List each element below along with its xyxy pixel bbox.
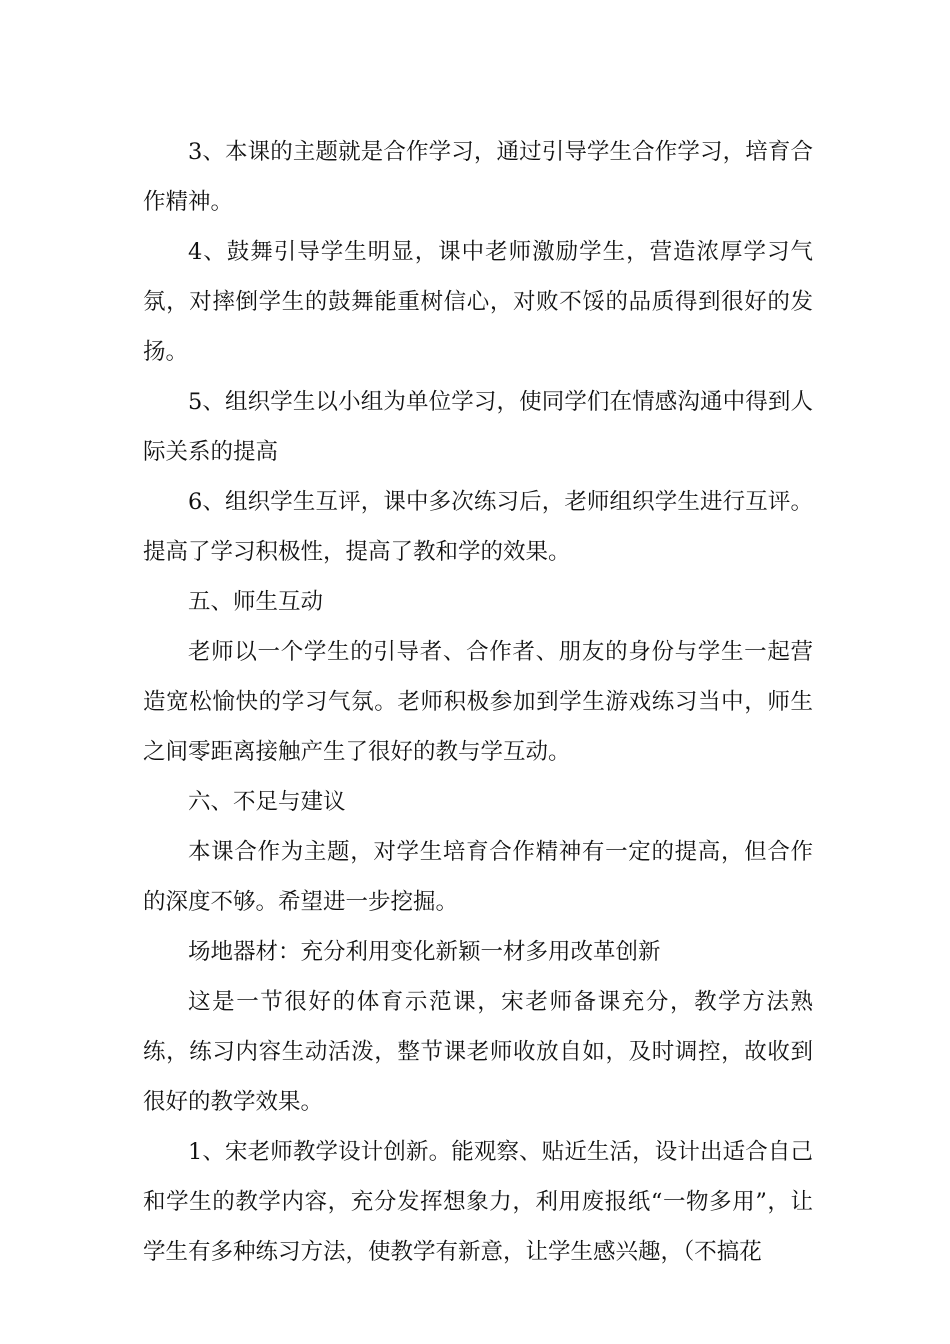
document-body	[143, 127, 813, 1277]
paragraph-summary: 这是一节很好的体育示范课，宋老师备课充分，教学方法熟练，练习内容生动活泼，整节课老师收放自如，及时调控，故收到很好的教学效果。	[143, 989, 813, 1115]
paragraph-interaction: 老师以一个学生的引导者、合作者、朋友的身份与学生一起营造宽松愉快的学习气氛。老师积极参加到学生游戏练习当中，师生之间零距离接触产生了很好的教与学互动。	[143, 639, 813, 765]
paragraph-suggestions: 本课合作为主题，对学生培育合作精神有一定的提高，但合作的深度不够。希望进一步挖掘。	[143, 839, 813, 915]
section-heading-suggestions: 六、不足与建议	[188, 789, 346, 815]
paragraph-equipment: 场地器材：充分利用变化新颖一材多用改革创新	[188, 939, 661, 965]
paragraph-item-6: 6、组织学生互评，课中多次练习后，老师组织学生进行互评。提高了学习积极性，提高了教和学的效果。	[143, 489, 813, 565]
paragraph-item-5: 5、组织学生以小组为单位学习，使同学们在情感沟通中得到人际关系的提高	[143, 389, 813, 465]
paragraph-item-3: 3、本课的主题就是合作学习，通过引导学生合作学习，培育合作精神。	[143, 139, 813, 215]
section-heading-interaction: 五、师生互动	[188, 589, 324, 615]
paragraph-item-4: 4、鼓舞引导学生明显，课中老师激励学生，营造浓厚学习气氛，对摔倒学生的鼓舞能重树信心，对败不馁的品质得到很好的发扬。	[143, 239, 813, 365]
paragraph-design-innovation: 1、宋老师教学设计创新。能观察、贴近生活，设计出适合自己和学生的教学内容，充分发挥想象力，利用废报纸“一物多用”，让学生有多种练习方法，使教学有新意，让学生感兴趣，（不搞花	[143, 1139, 813, 1265]
